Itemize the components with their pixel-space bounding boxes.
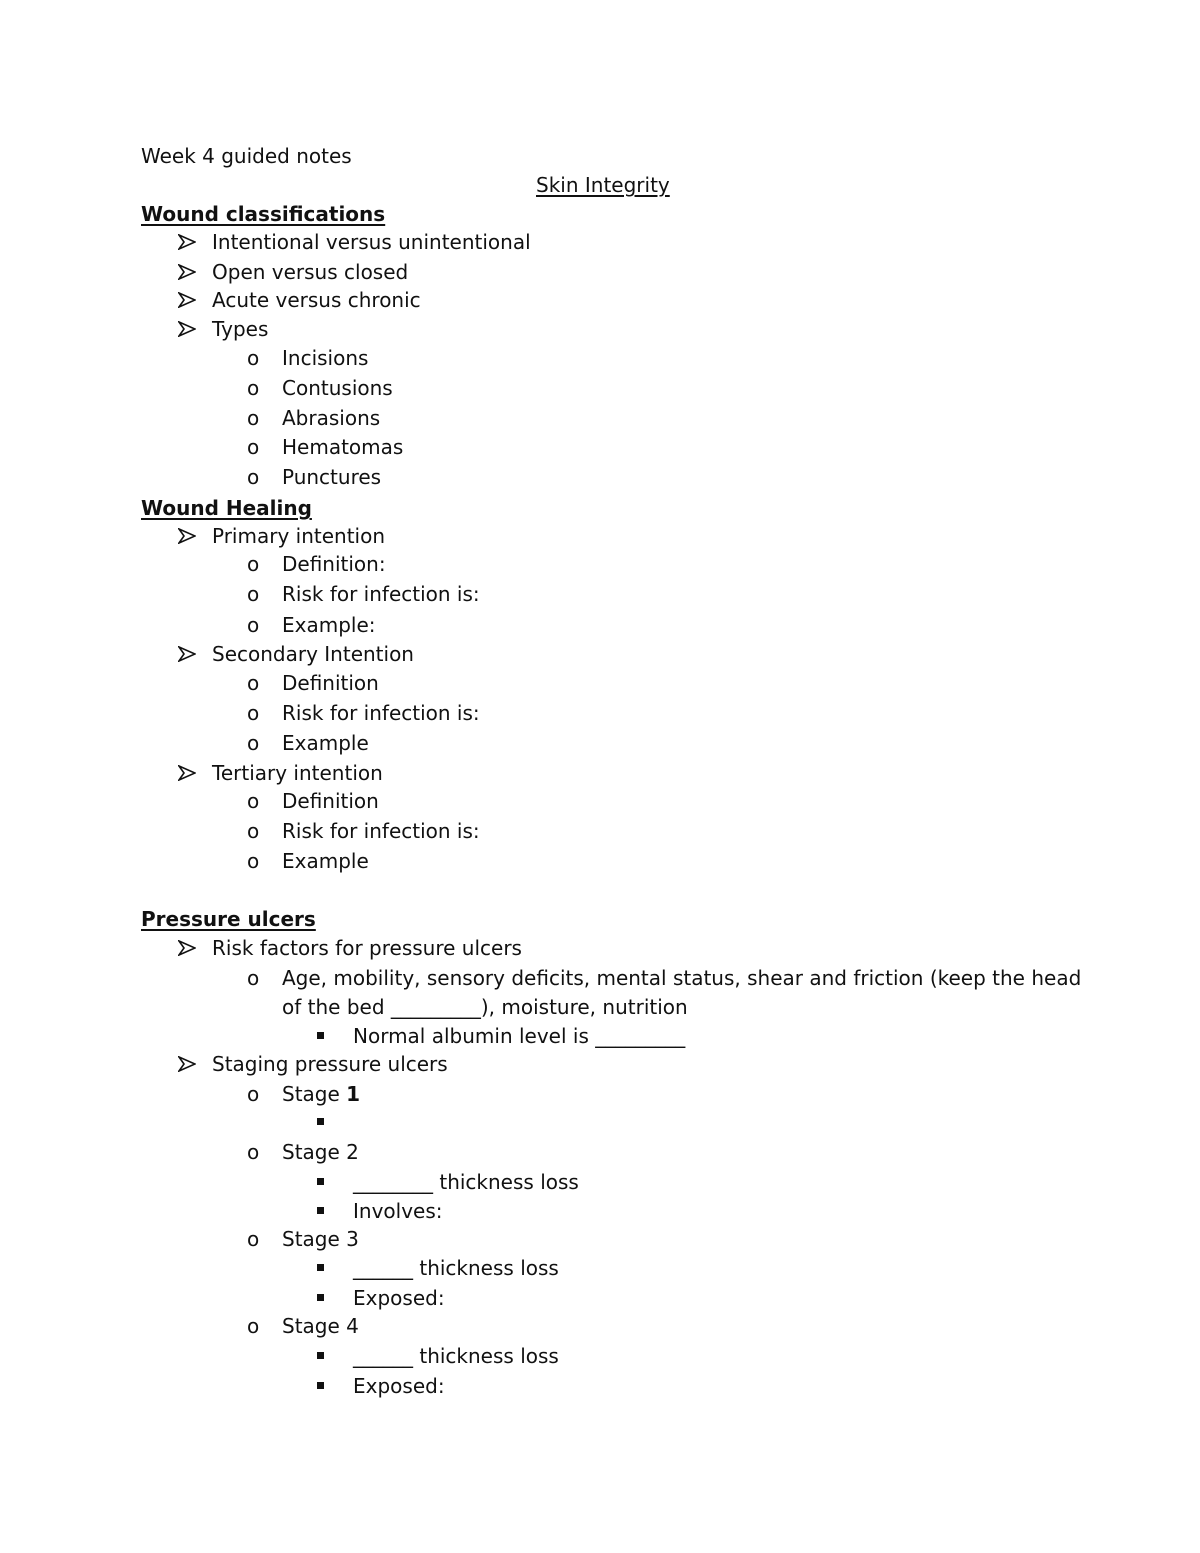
list-item-text: Example [282,849,369,873]
list-item-text: Punctures [282,465,382,489]
circle-bullet-icon: o [247,613,260,637]
list-item-text: Definition [282,789,379,813]
square-bullet-icon [317,1283,325,1302]
list-item-text: Staging pressure ulcers [212,1052,448,1076]
circle-bullet-icon: o [247,701,260,725]
list-item-text: Exposed: [353,1374,445,1398]
circle-bullet-icon: o [247,1227,260,1251]
circle-bullet-icon: o [247,1082,260,1106]
square-bullet-icon [317,1253,325,1272]
circle-bullet-icon: o [247,435,260,459]
list-item-text: Incisions [282,346,369,370]
circle-bullet-icon: o [247,465,260,489]
arrow-bullet-icon [178,639,196,662]
arrow-bullet-icon [178,285,196,308]
list-item-text: Contusions [282,376,393,400]
list-item-text: Normal albumin level is _________ [353,1024,686,1048]
arrow-bullet-icon [178,227,196,250]
list-item-text: Stage 3 [282,1227,359,1251]
page-title: Skin Integrity [536,173,670,197]
circle-bullet-icon: o [247,1314,260,1338]
list-item-text: Risk for infection is: [282,819,480,843]
stage-number: 1 [346,1082,361,1106]
circle-bullet-icon: o [247,582,260,606]
arrow-bullet-icon [178,1049,196,1072]
circle-bullet-icon: o [247,789,260,813]
list-item-text: Open versus closed [212,260,409,284]
list-item-text: Definition [282,671,379,695]
list-item-text: Tertiary intention [212,761,383,785]
list-item-text: Example [282,731,369,755]
arrow-bullet-icon [178,758,196,781]
list-item-text: Definition: [282,552,386,576]
list-item-text: Age, mobility, sensory deficits, mental status, shear and friction (keep the head [282,966,1082,990]
arrow-bullet-icon [178,314,196,337]
arrow-bullet-icon [178,257,196,280]
arrow-bullet-icon [178,521,196,544]
square-bullet-icon [317,1167,325,1186]
list-item-text: Hematomas [282,435,404,459]
list-item-text: ________ thickness loss [353,1170,579,1194]
list-item-text: Types [212,317,269,341]
list-item-text: of the bed _________), moisture, nutrition [282,995,688,1019]
list-item-text: Acute versus chronic [212,288,421,312]
list-item-text: Secondary Intention [212,642,414,666]
circle-bullet-icon: o [247,346,260,370]
section-heading-pressure-ulcers: Pressure ulcers [141,907,316,931]
list-item-text: Abrasions [282,406,381,430]
list-item-text [282,1079,360,1109]
list-item-text: ______ thickness loss [353,1344,559,1368]
list-item-text: Stage 4 [282,1314,359,1338]
circle-bullet-icon: o [247,849,260,873]
list-item-text: Risk for infection is: [282,582,480,606]
square-bullet-icon [317,1341,325,1360]
list-item-text: Exposed: [353,1286,445,1310]
list-item-text: Involves: [353,1199,443,1223]
list-item-text: Primary intention [212,524,386,548]
square-bullet-icon [317,1196,325,1215]
stage-label-prefix: Stage [282,1082,347,1106]
circle-bullet-icon: o [247,1140,260,1164]
list-item-text: Stage 2 [282,1140,359,1164]
section-heading-wound-classifications: Wound classifications [141,202,386,226]
section-heading-wound-healing: Wound Healing [141,496,312,520]
circle-bullet-icon: o [247,819,260,843]
square-bullet-icon [317,1371,325,1390]
header-note: Week 4 guided notes [141,144,352,168]
circle-bullet-icon: o [247,671,260,695]
square-bullet-icon [317,1107,325,1126]
list-item-text: Risk factors for pressure ulcers [212,936,522,960]
circle-bullet-icon: o [247,552,260,576]
list-item-text: Example: [282,613,376,637]
list-item-text: ______ thickness loss [353,1256,559,1280]
arrow-bullet-icon [178,933,196,956]
circle-bullet-icon: o [247,406,260,430]
circle-bullet-icon: o [247,966,260,990]
list-item-text: Risk for infection is: [282,701,480,725]
list-item-text: Intentional versus unintentional [212,230,531,254]
square-bullet-icon [317,1021,325,1040]
circle-bullet-icon: o [247,376,260,400]
circle-bullet-icon: o [247,731,260,755]
